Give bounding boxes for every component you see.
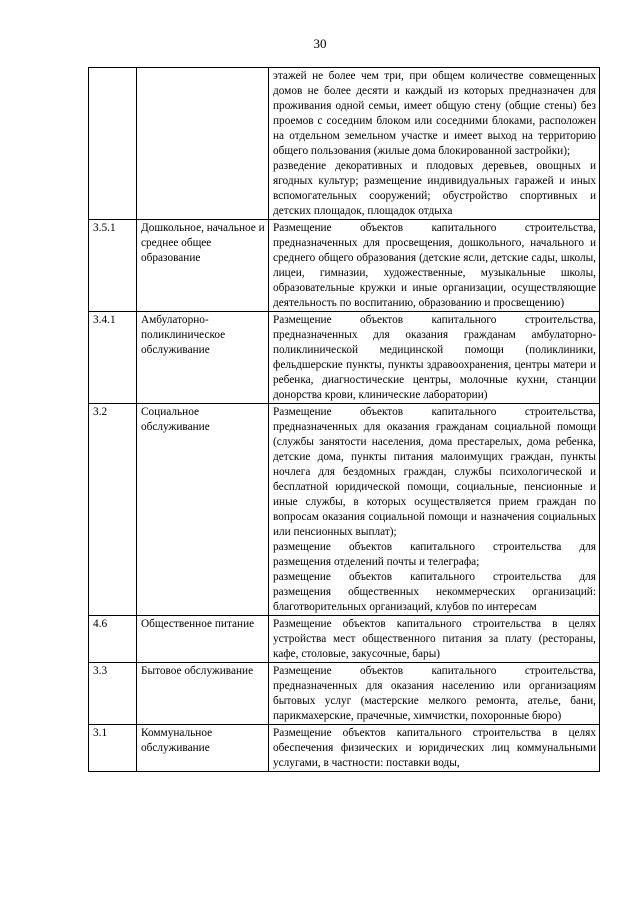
description-paragraph: Размещение объектов капитального строительства, предназначенных для оказания населению или организациям бытовых услуг (мастерские мелкого ремонта, ателье, бани, парикмахерские, прачечные, химчистки, похоронные бюро) bbox=[273, 665, 596, 722]
description-paragraph: разведение декоративных и плодовых деревьев, овощных и ягодных культур; размещение индивидуальных гаражей и иных вспомогательных сооружений; обустройство спортивных и детских площадок, площадок отдыха bbox=[273, 160, 596, 217]
table-row bbox=[89, 404, 600, 616]
page-number: 30 bbox=[313, 36, 327, 51]
table-row bbox=[89, 68, 600, 220]
use-name-cell: Коммунальное обслуживание bbox=[137, 725, 269, 772]
table-row bbox=[89, 616, 600, 663]
table-row bbox=[89, 220, 600, 312]
description-paragraph: Размещение объектов капитального строительства, предназначенных для просвещения, дошкольного, начального и среднего общего образования (детские ясли, детские сады, школы, лицеи, гимназии, художественные, музыкальные школы, образовательные кружки и иные организации, осуществляющие деятельность по воспитанию, образованию и просвещению) bbox=[273, 222, 596, 309]
use-name-cell: Дошкольное, начальное и среднее общее образование bbox=[137, 220, 269, 312]
table-row bbox=[89, 663, 600, 725]
use-description-cell bbox=[269, 220, 600, 312]
land-use-table bbox=[88, 67, 600, 772]
description-paragraph: размещение объектов капитального строительства для размещения отделений почты и телеграфа; bbox=[273, 541, 596, 568]
use-code-cell: 3.2 bbox=[89, 404, 137, 616]
description-paragraph: Размещение объектов капитального строительства в целях устройства мест общественного питания за плату (рестораны, кафе, столовые, закусочные, бары) bbox=[273, 618, 596, 660]
description-paragraph: Размещение объектов капитального строительства, предназначенных для оказания гражданам амбулаторно-поликлинической медицинской помощи (поликлиники, фельдшерские пункты, пункты здравоохранения, центры матери и ребенка, диагностические центры, молочные кухни, станции донорства крови, клинические лаборатории) bbox=[273, 314, 596, 401]
use-code-cell bbox=[89, 68, 137, 220]
table-body bbox=[89, 68, 600, 772]
use-code-cell: 3.3 bbox=[89, 663, 137, 725]
use-description-cell bbox=[269, 404, 600, 616]
use-code-cell: 3.1 bbox=[89, 725, 137, 772]
use-description-cell bbox=[269, 663, 600, 725]
use-name-cell: Амбулаторно-поликлиническое обслуживание bbox=[137, 312, 269, 404]
use-description-cell bbox=[269, 725, 600, 772]
use-description-cell bbox=[269, 312, 600, 404]
use-code-cell: 3.5.1 bbox=[89, 220, 137, 312]
use-code-cell: 4.6 bbox=[89, 616, 137, 663]
use-description-cell bbox=[269, 616, 600, 663]
use-name-cell: Социальное обслуживание bbox=[137, 404, 269, 616]
description-paragraph: Размещение объектов капитального строительства, предназначенных для оказания гражданам социальной помощи (службы занятости населения, дома престарелых, дома ребенка, детские дома, пункты питания малоимущих граждан, пункты ночлега для бездомных граждан, службы психологической и бесплатной юридической помощи, социальные, пенсионные и иные службы, в которых осуществляется прием граждан по вопросам оказания социальной помощи и назначения социальных или пенсионных выплат); bbox=[273, 406, 596, 538]
description-paragraph: этажей не более чем три, при общем количестве совмещенных домов не более десяти и каждый из которых предназначен для проживания одной семьи, имеет общую стену (общие стены) без проемов с соседним блоком или соседними блоками, расположен на отдельном земельном участке и имеет выход на территорию общего пользования (жилые дома блокированной застройки); bbox=[273, 70, 596, 157]
use-name-cell bbox=[137, 68, 269, 220]
use-description-cell bbox=[269, 68, 600, 220]
use-name-cell: Бытовое обслуживание bbox=[137, 663, 269, 725]
use-code-cell: 3.4.1 bbox=[89, 312, 137, 404]
description-paragraph: Размещение объектов капитального строительства в целях обеспечения физических и юридических лиц коммунальными услугами, в частности: поставки воды, bbox=[273, 727, 596, 769]
table-row bbox=[89, 312, 600, 404]
use-name-cell: Общественное питание bbox=[137, 616, 269, 663]
table-row bbox=[89, 725, 600, 772]
description-paragraph: размещение объектов капитального строительства для размещения общественных некоммерческих организаций: благотворительных организаций, клубов по интересам bbox=[273, 571, 596, 613]
